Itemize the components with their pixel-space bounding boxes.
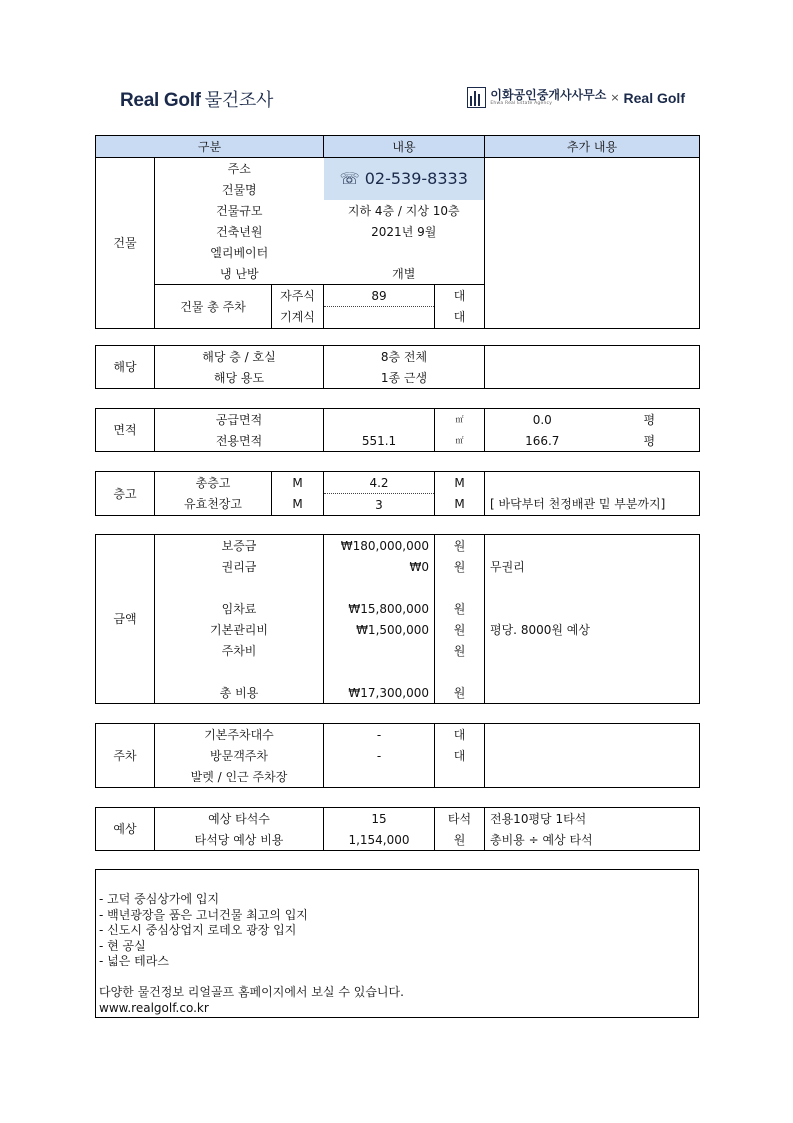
rent-unit: 원 — [435, 598, 485, 619]
supply-area-unit: ㎡ — [435, 409, 485, 431]
estimate-table — [95, 807, 700, 851]
address-label: 주소 — [227, 161, 251, 176]
basic-parking-value: - — [324, 724, 435, 746]
deposit-value: ₩180,000,000 — [324, 535, 435, 557]
mgmt-value: ₩1,500,000 — [324, 619, 435, 640]
elevator-value — [324, 242, 485, 263]
scale-label: 건물규모 — [216, 203, 263, 218]
building-name-label: 건물명 — [221, 182, 257, 197]
building-logo-icon — [467, 87, 486, 108]
total-cost-unit: 원 — [435, 682, 485, 704]
parking-fee-value — [324, 640, 435, 661]
target-table — [95, 345, 700, 389]
visitor-parking-value: - — [324, 745, 435, 766]
parking-fee-label: 주차비 — [155, 640, 324, 661]
phone-number: ☏ 02-539-8333 — [324, 158, 485, 201]
mgmt-label: 기본관리비 — [155, 619, 324, 640]
partner-name: Real Golf — [623, 89, 685, 106]
col-header-content: 내용 — [324, 136, 485, 158]
hvac-label: 냉 난방 — [219, 266, 259, 281]
website-link[interactable]: www.realgolf.co.kr — [99, 1000, 209, 1015]
building-extra — [485, 158, 700, 329]
deposit-label: 보증금 — [155, 535, 324, 557]
use-value: 1종 근생 — [324, 367, 485, 389]
mgmt-note: 평당. 8000원 예상 — [485, 619, 700, 640]
premium-value: ₩0 — [324, 556, 435, 577]
basic-parking-label: 기본주차대수 — [155, 724, 324, 746]
total-cost-note — [485, 682, 700, 704]
exclusive-area-unit: ㎡ — [435, 430, 485, 452]
note-item: - 고덕 중심상가에 입지 — [99, 892, 220, 906]
parking-extra — [485, 724, 700, 788]
total-height-note — [485, 472, 700, 494]
exclusive-area-value: 551.1 — [324, 430, 435, 452]
deposit-note — [485, 535, 700, 557]
floor-label: 해당 층 / 호실 — [155, 346, 324, 368]
mgmt-unit: 원 — [435, 619, 485, 640]
page-title — [120, 86, 273, 112]
parking-table — [95, 723, 700, 788]
seat-cost-value: 1,154,000 — [324, 829, 435, 851]
total-cost-label: 총 비용 — [155, 682, 324, 704]
seats-note: 전용10평당 1타석 — [485, 808, 700, 830]
total-height-value: 4.2 — [324, 472, 435, 494]
money-table — [95, 534, 700, 704]
note-item: - 넓은 테라스 — [99, 954, 169, 968]
seat-cost-label: 타석당 예상 비용 — [155, 829, 324, 851]
exclusive-pyeong-unit: 평 — [600, 430, 700, 452]
supply-pyeong-unit: 평 — [600, 409, 700, 431]
ceiling-height-label: 유효천장고 — [155, 494, 272, 516]
rent-label: 임차료 — [155, 598, 324, 619]
parking-fee-unit: 원 — [435, 640, 485, 661]
seats-unit: 타석 — [435, 808, 485, 830]
supply-area-pyeong: 0.0 — [485, 409, 600, 431]
floor-value: 8층 전체 — [324, 346, 485, 368]
supply-area-label: 공급면적 — [155, 409, 324, 431]
exclusive-area-pyeong: 166.7 — [485, 430, 600, 452]
section-parking: 주차 — [96, 724, 155, 788]
mech-parking-unit: 대 — [435, 307, 485, 329]
valet-parking-value — [324, 766, 435, 788]
section-area: 면적 — [96, 409, 155, 452]
visitor-parking-unit: 대 — [435, 745, 485, 766]
mech-parking-label: 기계식 — [272, 307, 324, 329]
target-extra — [485, 346, 700, 389]
col-header-gubun: 구분 — [96, 136, 324, 158]
self-parking-label: 자주식 — [272, 285, 324, 307]
seats-value: 15 — [324, 808, 435, 830]
supply-area-value — [324, 409, 435, 431]
ceiling-height-value: 3 — [324, 494, 435, 516]
elevator-label: 엘리베이터 — [210, 245, 269, 260]
parking-fee-note — [485, 640, 700, 661]
valet-parking-unit — [435, 766, 485, 788]
seat-cost-note: 총비용 ÷ 예상 타석 — [485, 829, 700, 851]
note-item: - 백년광장을 품은 고너건물 최고의 입지 — [99, 907, 308, 922]
building-table — [95, 135, 700, 329]
rent-note — [485, 598, 700, 619]
premium-unit: 원 — [435, 556, 485, 577]
total-height-unit-label: M — [272, 472, 324, 494]
total-height-label: 총층고 — [155, 472, 272, 494]
note-item: - 신도시 중심상업지 로데오 광장 입지 — [99, 923, 297, 937]
agency-name: 이화공인중개사사무소 — [490, 87, 607, 102]
section-money: 금액 — [96, 535, 155, 704]
notes-box — [95, 869, 699, 1018]
seat-cost-unit: 원 — [435, 829, 485, 851]
use-label: 해당 용도 — [155, 367, 324, 389]
ceiling-height-unit-label: M — [272, 494, 324, 516]
mech-parking-value — [324, 307, 435, 329]
visitor-parking-label: 방문객주차 — [155, 745, 324, 766]
notes-footer: 다양한 물건정보 리얼골프 홈페이지에서 보실 수 있습니다. — [99, 985, 404, 999]
valet-parking-label: 발렛 / 인근 주차장 — [155, 766, 324, 788]
ceiling-height-unit: M — [435, 494, 485, 516]
title-text: 물건조사 — [204, 90, 274, 111]
area-table — [95, 408, 700, 452]
self-parking-value: 89 — [324, 285, 435, 307]
note-item: - 현 공실 — [99, 938, 146, 953]
total-height-unit: M — [435, 472, 485, 494]
exclusive-area-label: 전용면적 — [155, 430, 324, 452]
rent-value: ₩15,800,000 — [324, 598, 435, 619]
brand-name: Real Golf — [120, 90, 201, 111]
year-value: 2021년 9월 — [324, 221, 485, 242]
premium-label: 권리금 — [155, 556, 324, 577]
section-estimate: 예상 — [96, 808, 155, 851]
seats-label: 예상 타석수 — [155, 808, 324, 830]
hvac-value: 개별 — [324, 263, 485, 285]
deposit-unit: 원 — [435, 535, 485, 557]
self-parking-unit: 대 — [435, 285, 485, 307]
basic-parking-unit: 대 — [435, 724, 485, 746]
times-sign: × — [610, 91, 620, 104]
total-cost-value: ₩17,300,000 — [324, 682, 435, 704]
ceiling-height-note: [ 바닥부터 천정배관 밑 부분까지] — [485, 494, 700, 516]
height-table — [95, 471, 700, 516]
section-height: 층고 — [96, 472, 155, 516]
agency-logo — [467, 87, 685, 108]
year-label: 건축년원 — [216, 224, 263, 239]
col-header-extra: 추가 내용 — [485, 136, 700, 158]
premium-note: 무권리 — [485, 556, 700, 577]
scale-value: 지하 4층 / 지상 10층 — [324, 200, 485, 221]
agency-subtitle: Ehwa Real Estate Agency — [490, 100, 553, 106]
parking-total-label: 건물 총 주차 — [155, 285, 272, 329]
section-target: 해당 — [96, 346, 155, 389]
section-building: 건물 — [96, 158, 155, 329]
